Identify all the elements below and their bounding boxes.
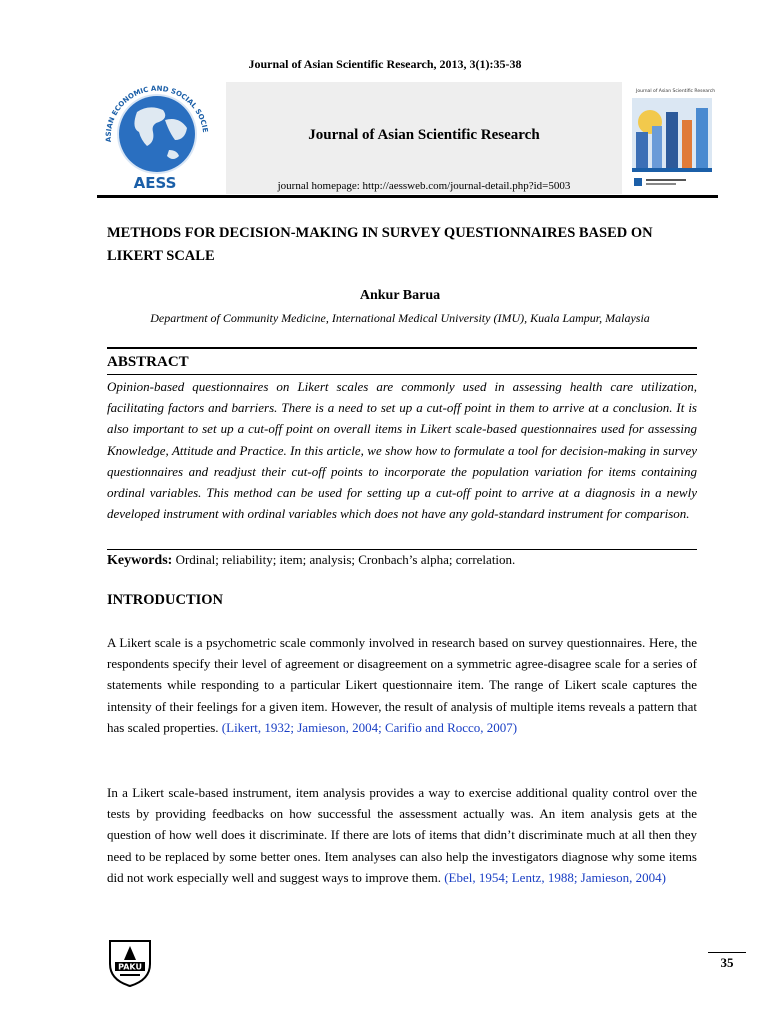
citation-link[interactable]: (Ebel, 1954; Lentz, 1988; Jamieson, 2004) [444, 869, 666, 885]
citation-link[interactable]: (Likert, 1932; Jamieson, 2004; Carifio and Rocco, 2007) [221, 719, 518, 735]
abstract-heading-rule [107, 374, 697, 375]
publisher-logo [106, 938, 154, 988]
article-title: METHODS FOR DECISION-MAKING IN SURVEY QUESTIONNAIRES BASED ON LIKERT SCALE [107, 225, 653, 264]
journal-title: Journal of Asian Scientific Research [308, 127, 540, 143]
shield-icon [106, 938, 154, 988]
keywords [107, 550, 515, 571]
abstract-heading: ABSTRACT [107, 354, 189, 370]
author-name: Ankur Barua [359, 288, 441, 303]
abstract-body: Opinion-based questionnaires on Likert scales are commonly used in assessing health care utilization, facilitating factors and barriers. There is a need to set up a cut-off point in them to arrive at a conclusion. It is also important to set up a cut-off point on overall items in Likert scale-based questionnaires used for assessing Knowledge, Attitude and Practice. In this article, we show how to formulate a tool for decision-making in survey questionnaires and readjust their cut-off points to incorporate the population variation for items containing ordinal variables. This method can be used for setting up a cut-off point to arrive at a diagnosis in a newly developed instrument with ordinal variables which does not have any gold-standard instrument for comparison. [107, 379, 697, 522]
footer-logo-text: PAKU [118, 962, 142, 972]
running-head: Journal of Asian Scientific Research, 2013, 3(1):35-38 [248, 57, 522, 71]
page-number: 35 [720, 955, 734, 970]
paragraph-text: A Likert scale is a psychometric scale commonly involved in research based on survey questionnaires. Here, the respondents specify their level of agreement or disagreement on a symmetric agree-disagree scale for a series of statements while responding to a particular Likert questionnaire item. The range of Likert scale captures the intensity of their feelings for a given item. However, the result of analysis of multiple items reveals a pattern that has scaled properties. [107, 635, 697, 735]
introduction-paragraph [107, 632, 697, 738]
journal-homepage-link[interactable]: journal homepage: http://aessweb.com/journal-detail.php?id=5003 [277, 180, 571, 192]
introduction-paragraph [107, 782, 697, 888]
keywords-label: Keywords: [107, 553, 173, 568]
abstract-top-rule [107, 347, 697, 349]
author-affiliation: Department of Community Medicine, International Medical University (IMU), Kuala Lampur, Malaysia [150, 311, 650, 325]
journal-cover-image [624, 82, 716, 194]
paragraph-text: In a Likert scale-based instrument, item analysis provides a way to exercise additional quality control over the tests by providing feedbacks on how successful the assessment actually was. An item analysis gets at the question of how well does it discriminate. If there are lots of items that didn’t discriminate much at all then they need to be replaced by some better ones. Item analyses can also help the investigators diagnose why some items did not work especially well and suggest ways to improve them. [107, 785, 697, 885]
cover-title: Journal of Asian Scientific Research [636, 89, 716, 94]
aess-logo [97, 82, 223, 194]
globe-icon [97, 82, 223, 194]
logo-text: AESS [133, 174, 177, 192]
logo-ring-text: ASIAN ECONOMIC AND SOCIAL SOCIE [104, 84, 210, 143]
page-number-rule [708, 952, 746, 953]
header-rule [97, 195, 718, 198]
introduction-heading: INTRODUCTION [107, 592, 224, 608]
keywords-value: Ordinal; reliability; item; analysis; Cronbach’s alpha; correlation. [175, 552, 516, 567]
